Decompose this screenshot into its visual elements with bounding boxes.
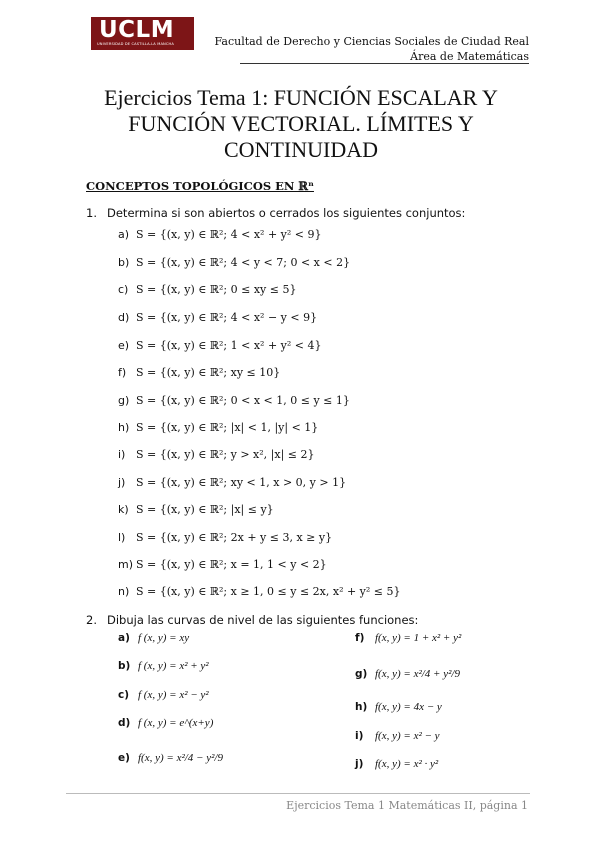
set-item: n) S = {(x, y) ∈ ℝ²; x ≥ 1, 0 ≤ y ≤ 2x, x² + y² ≤ 5} xyxy=(118,585,401,598)
title-line-2: FUNCIÓN VECTORIAL. LÍMITES Y xyxy=(128,111,474,136)
function-expression: f(x, y) = x² − y xyxy=(375,730,440,742)
uclm-logo xyxy=(91,17,194,50)
function-item: d) f (x, y) = e^(x+y) xyxy=(118,717,214,729)
function-expression: f (x, y) = xy xyxy=(138,632,190,644)
logo-word: UCLM xyxy=(99,17,175,43)
function-item: f) f(x, y) = 1 + x² + y² xyxy=(355,632,462,644)
function-item: b) f (x, y) = x² + y² xyxy=(118,660,209,672)
function-expression: f (x, y) = x² + y² xyxy=(138,660,209,672)
set-item: b) S = {(x, y) ∈ ℝ²; 4 < y < 7; 0 < x < 2} xyxy=(118,256,351,269)
set-item: c) S = {(x, y) ∈ ℝ²; 0 ≤ xy ≤ 5} xyxy=(118,283,297,296)
set-item: e) S = {(x, y) ∈ ℝ²; 1 < x² + y² < 4} xyxy=(118,339,322,352)
set-item: k) S = {(x, y) ∈ ℝ²; |x| ≤ y} xyxy=(118,503,274,516)
set-item: d) S = {(x, y) ∈ ℝ²; 4 < x² − y < 9} xyxy=(118,311,318,324)
set-expression: S = {(x, y) ∈ ℝ²; |x| < 1, |y| < 1} xyxy=(136,421,319,434)
set-item: h) S = {(x, y) ∈ ℝ²; |x| < 1, |y| < 1} xyxy=(118,421,319,434)
exercise-1-statement xyxy=(86,206,465,220)
set-item: a) S = {(x, y) ∈ ℝ²; 4 < x² + y² < 9} xyxy=(118,228,322,241)
function-expression: f(x, y) = x²/4 − y²/9 xyxy=(138,752,223,764)
set-expression: S = {(x, y) ∈ ℝ²; xy < 1, x > 0, y > 1} xyxy=(136,476,347,489)
page-footer: Ejercicios Tema 1 Matemáticas II, página 1 xyxy=(286,799,528,812)
set-item: f) S = {(x, y) ∈ ℝ²; xy ≤ 10} xyxy=(118,366,281,379)
exercise-2-statement xyxy=(86,613,418,627)
function-item: j) f(x, y) = x² · y² xyxy=(355,758,439,770)
function-expression: f (x, y) = x² − y² xyxy=(138,689,209,701)
set-expression: S = {(x, y) ∈ ℝ²; y > x², |x| ≤ 2} xyxy=(136,448,315,461)
function-item: c) f (x, y) = x² − y² xyxy=(118,689,209,701)
function-expression: f(x, y) = 4x − y xyxy=(375,701,442,713)
exercise-1-number: 1. xyxy=(86,206,97,220)
header-rule xyxy=(240,63,529,64)
set-expression: S = {(x, y) ∈ ℝ²; 1 < x² + y² < 4} xyxy=(136,339,322,352)
function-item: h) f(x, y) = 4x − y xyxy=(355,701,442,713)
set-expression: S = {(x, y) ∈ ℝ²; x = 1, 1 < y < 2} xyxy=(136,558,327,571)
set-item: m) S = {(x, y) ∈ ℝ²; x = 1, 1 < y < 2} xyxy=(118,558,327,571)
exercise-2-text: Dibuja las curvas de nivel de las siguientes funciones: xyxy=(107,613,419,627)
set-item: j) S = {(x, y) ∈ ℝ²; xy < 1, x > 0, y > 1} xyxy=(118,476,347,489)
function-item: g) f(x, y) = x²/4 + y²/9 xyxy=(355,668,460,680)
header-area: Área de Matemáticas xyxy=(410,50,529,63)
title-line-1: Ejercicios Tema 1: FUNCIÓN ESCALAR Y xyxy=(104,85,498,110)
set-expression: S = {(x, y) ∈ ℝ²; 0 < x < 1, 0 ≤ y ≤ 1} xyxy=(136,394,350,407)
function-expression: f(x, y) = x² · y² xyxy=(375,758,439,770)
set-expression: S = {(x, y) ∈ ℝ²; 0 ≤ xy ≤ 5} xyxy=(136,283,297,296)
function-item: a) f (x, y) = xy xyxy=(118,632,190,644)
title-line-3: CONTINUIDAD xyxy=(224,137,378,162)
set-item: i) S = {(x, y) ∈ ℝ²; y > x², |x| ≤ 2} xyxy=(118,448,315,461)
set-expression: S = {(x, y) ∈ ℝ²; |x| ≤ y} xyxy=(136,503,274,516)
function-item: i) f(x, y) = x² − y xyxy=(355,730,440,742)
set-expression: S = {(x, y) ∈ ℝ²; x ≥ 1, 0 ≤ y ≤ 2x, x² + y² ≤ 5} xyxy=(136,585,401,598)
footer-rule xyxy=(66,793,530,794)
function-expression: f(x, y) = x²/4 + y²/9 xyxy=(375,668,460,680)
set-expression: S = {(x, y) ∈ ℝ²; 4 < x² + y² < 9} xyxy=(136,228,322,241)
section-heading: CONCEPTOS TOPOLÓGICOS EN ℝⁿ xyxy=(86,179,314,193)
logo-subtitle: UNIVERSIDAD DE CASTILLA-LA MANCHA xyxy=(97,42,175,46)
set-item: g) S = {(x, y) ∈ ℝ²; 0 < x < 1, 0 ≤ y ≤ 1} xyxy=(118,394,350,407)
set-expression: S = {(x, y) ∈ ℝ²; 4 < y < 7; 0 < x < 2} xyxy=(136,256,351,269)
exercise-2-number: 2. xyxy=(86,613,97,627)
function-expression: f (x, y) = e^(x+y) xyxy=(138,717,214,729)
set-item: l) S = {(x, y) ∈ ℝ²; 2x + y ≤ 3, x ≥ y} xyxy=(118,531,333,544)
exercise-1-text: Determina si son abiertos o cerrados los siguientes conjuntos: xyxy=(107,206,466,220)
header-faculty: Facultad de Derecho y Ciencias Sociales de Ciudad Real xyxy=(214,35,529,48)
function-item: e) f(x, y) = x²/4 − y²/9 xyxy=(118,752,223,764)
set-expression: S = {(x, y) ∈ ℝ²; 2x + y ≤ 3, x ≥ y} xyxy=(136,531,333,544)
function-expression: f(x, y) = 1 + x² + y² xyxy=(375,632,462,644)
document-title xyxy=(60,85,542,163)
set-expression: S = {(x, y) ∈ ℝ²; 4 < x² − y < 9} xyxy=(136,311,318,324)
set-expression: S = {(x, y) ∈ ℝ²; xy ≤ 10} xyxy=(136,366,281,379)
